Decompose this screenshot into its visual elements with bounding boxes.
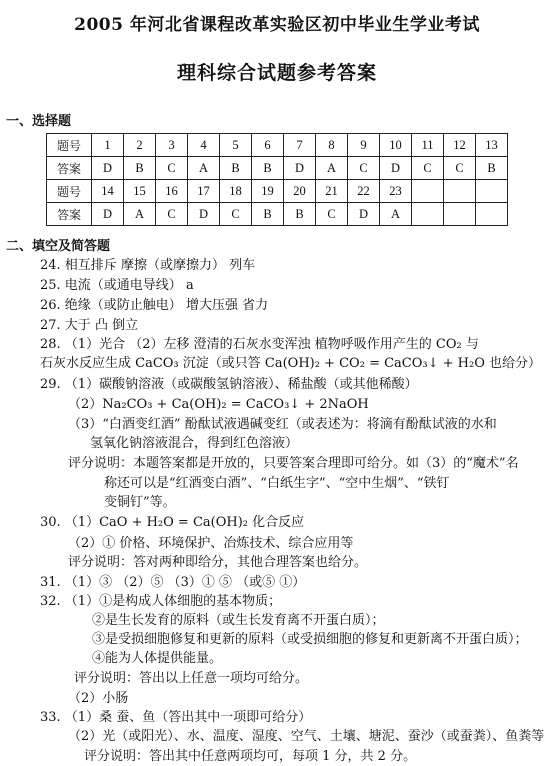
table-cell [476,203,508,226]
table-cell: D [92,157,124,180]
table-cell: 12 [444,134,476,157]
table-cell: 17 [188,180,220,203]
answer-line: ③是受损细胞修复和更新的原料（或受损细胞的修复和更新离不开蛋白质）； [92,632,528,647]
table-cell: 14 [92,180,124,203]
table-cell: 8 [316,134,348,157]
table-cell: C [156,157,188,180]
answer-line: （2）Na₂CO₃ + Ca(OH)₂ = CaCO₃↓ + 2NaOH [68,397,369,412]
answer-line: （2）① 价格、环境保护、冶炼技术、综合应用等 [68,536,354,551]
table-cell: 19 [252,180,284,203]
section-heading-choice: 一、选择题 [6,114,72,129]
table-cell: A [124,203,156,226]
answer-table [46,133,508,226]
answer-line: 31. （1）③ （2）⑤ （3）① ⑤ （或⑤ ①） [40,575,306,590]
table-cell [444,203,476,226]
table-row [47,203,508,226]
table-cell: 23 [380,180,412,203]
table-cell: 题号 [47,134,92,157]
answer-line: 称还可以是“红酒变白酒”、“白纸生字”、“空中生烟”、“铁钉 [104,476,450,491]
answer-line: 25. 电流（或通电导线） a [40,278,194,293]
answer-line: 评分说明：答出以上任意一项均可给分。 [74,671,309,686]
answer-line: 24. 相互排斥 摩擦（或摩擦力） 列车 [40,258,256,273]
exam-title: 2005 年河北省课程改革实验区初中毕业生学业考试 [74,15,480,35]
answer-line: ④能为人体提供能量。 [92,651,223,666]
answer-line: 33. （1）桑 蚕、鱼（答出其中一项即可给分） [40,710,312,725]
table-cell: C [348,157,380,180]
table-cell: 答案 [47,203,92,226]
table-cell: D [348,203,380,226]
table-cell: 11 [412,134,444,157]
answer-line: 评分说明：答对两种即给分，其他合理答案也给分。 [68,555,368,570]
answer-line: （3）“白酒变红酒” 酚酞试液遇碱变红（或表述为：将滴有酚酞试液的水和 [68,417,497,432]
table-row [47,157,508,180]
table-cell: 10 [380,134,412,157]
table-cell: 20 [284,180,316,203]
answer-line: 变铜钉”等。 [104,495,176,510]
table-cell: 13 [476,134,508,157]
table-cell: C [316,203,348,226]
table-cell: B [252,203,284,226]
table-cell: 6 [252,134,284,157]
table-cell: 9 [348,134,380,157]
table-cell: D [380,157,412,180]
table-cell: D [188,203,220,226]
table-cell: D [92,203,124,226]
table-row [47,180,508,203]
table-cell: 7 [284,134,316,157]
table-cell: C [156,203,188,226]
answer-line: 评分说明：答出其中任意两项均可，每项 1 分，共 2 分。 [84,749,417,764]
answer-line: 30. （1）CaO + H₂O = Ca(OH)₂ 化合反应 [40,515,305,530]
answer-key-title: 理科综合试题参考答案 [176,62,377,84]
table-cell [412,203,444,226]
table-cell: A [380,203,412,226]
table-cell: B [124,157,156,180]
table-cell: 18 [220,180,252,203]
table-cell: B [476,157,508,180]
table-cell: A [316,157,348,180]
answer-line: ②是生长发育的原料（或生长发育离不开蛋白质）； [92,613,385,628]
answer-line: 29. （1）碳酸钠溶液（或碳酸氢钠溶液）、稀盐酸（或其他稀酸） [40,377,418,392]
table-cell: 2 [124,134,156,157]
table-cell: C [220,203,252,226]
table-cell [412,180,444,203]
table-cell: B [220,157,252,180]
table-cell: C [412,157,444,180]
table-cell: 5 [220,134,252,157]
table-cell: 21 [316,180,348,203]
table-cell: 题号 [47,180,92,203]
table-cell: 16 [156,180,188,203]
table-cell: 22 [348,180,380,203]
table-row [47,134,508,157]
table-cell: B [284,203,316,226]
table-cell: A [188,157,220,180]
answer-line: 26. 绝缘（或防止触电） 增大压强 省力 [40,298,269,313]
answer-line: 27. 大于 凸 倒立 [40,318,139,333]
table-cell: 3 [156,134,188,157]
table-cell: 4 [188,134,220,157]
table-cell: C [444,157,476,180]
table-cell [444,180,476,203]
table-cell: B [252,157,284,180]
answer-line: 评分说明：本题答案都是开放的，只要答案合理即可给分。如（3）的“魔术”名 [68,456,519,471]
table-cell: D [284,157,316,180]
answer-line: 石灰水反应生成 CaCO₃ 沉淀（或只答 Ca(OH)₂ + CO₂ = CaCO₃↓ + H₂O 也给分） [40,356,541,371]
answer-line: 氢氧化钠溶液混合，得到红色溶液） [90,436,299,451]
section-heading-fill: 二、填空及简答题 [6,239,111,254]
answer-line: 28. （1）光合 （2）左移 澄清的石灰水变浑浊 植物呼吸作用产生的 CO₂ 与 [40,337,479,352]
answer-line: 32. （1）①是构成人体细胞的基本物质； [40,594,282,609]
table-cell [476,180,508,203]
answer-line: （2）小肠 [68,691,129,706]
table-cell: 答案 [47,157,92,180]
answer-line: （2）光（或阳光）、水、温度、湿度、空气、土壤、塘泥、蚕沙（或蚕粪）、鱼粪等 [68,729,545,744]
table-cell: 15 [124,180,156,203]
table-cell: 1 [92,134,124,157]
